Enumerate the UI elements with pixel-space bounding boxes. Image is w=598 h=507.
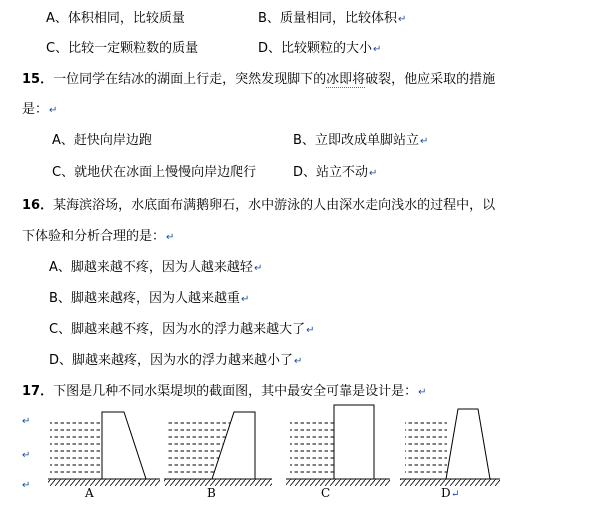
q17-stem: 17．下图是几种不同水渠堤坝的截面图，其中最安全可靠是设计是：↵ xyxy=(22,384,427,399)
dam-d xyxy=(400,409,500,500)
dam-d-label: D xyxy=(441,486,451,500)
paragraph-mark-icon: ↵ xyxy=(306,325,315,336)
q14-option-c: C、比较一定颗粒数的质量 xyxy=(46,41,199,56)
dam-a xyxy=(48,412,160,500)
q16-option-d: D、脚越来越疼，因为水的浮力越来越小了↵ xyxy=(49,353,303,368)
paragraph-mark-icon: ↵ xyxy=(22,450,31,461)
paragraph-mark-icon: ↵ xyxy=(22,416,31,427)
q14-option-a: A、体积相同，比较质量 xyxy=(46,11,185,26)
paragraph-mark-icon: ↵ xyxy=(397,14,407,25)
paragraph-mark-icon: ↵ xyxy=(49,105,58,116)
q16-stem-continued: 下体验和分析合理的是：↵ xyxy=(22,229,175,244)
paragraph-mark-icon: ↵ xyxy=(22,480,31,491)
q15-stem: 15．一位同学在结冰的湖面上行走，突然发现脚下的冰即将破裂，他应采取的措施 xyxy=(22,72,496,87)
paragraph-mark-icon: ↵ xyxy=(373,44,382,55)
paragraph-mark-icon: ↵ xyxy=(369,168,378,179)
q16-option-a: A、脚越来越不疼，因为人越来越轻↵ xyxy=(49,260,263,275)
paragraph-mark-icon: ↵ xyxy=(451,489,460,500)
q15-option-c: C、就地伏在冰面上慢慢向岸边爬行 xyxy=(52,165,257,180)
paragraph-mark-icon: ↵ xyxy=(294,356,303,367)
dam-c xyxy=(286,405,390,500)
q16-option-c: C、脚越来越不疼，因为水的浮力越来越大了↵ xyxy=(49,322,315,337)
paragraph-mark-icon: ↵ xyxy=(253,263,263,274)
q15-stem-continued: 是：↵ xyxy=(22,102,58,117)
q15-option-a: A、赶快向岸边跑 xyxy=(52,133,152,148)
q14-option-b: B、质量相同，比较体积↵ xyxy=(258,11,407,26)
paragraph-mark-icon: ↵ xyxy=(419,136,429,147)
dam-c-label: C xyxy=(321,486,331,500)
q15-option-d: D、站立不动↵ xyxy=(293,165,378,180)
q15-option-b: B、立即改成单脚站立↵ xyxy=(293,133,429,148)
q14-option-d: D、比较颗粒的大小↵ xyxy=(258,41,382,56)
paragraph-mark-icon: ↵ xyxy=(418,387,427,398)
q16-stem: 16．某海滨浴场，水底面布满鹅卵石，水中游泳的人由深水走向浅水的过程中，以 xyxy=(22,198,496,213)
dam-a-label: A xyxy=(85,486,94,500)
q16-option-b: B、脚越来越疼，因为人越来越重↵ xyxy=(49,291,250,306)
dam-b xyxy=(164,412,272,500)
paragraph-mark-icon: ↵ xyxy=(166,232,175,243)
paragraph-mark-icon: ↵ xyxy=(240,294,250,305)
dam-b-label: B xyxy=(207,486,216,500)
